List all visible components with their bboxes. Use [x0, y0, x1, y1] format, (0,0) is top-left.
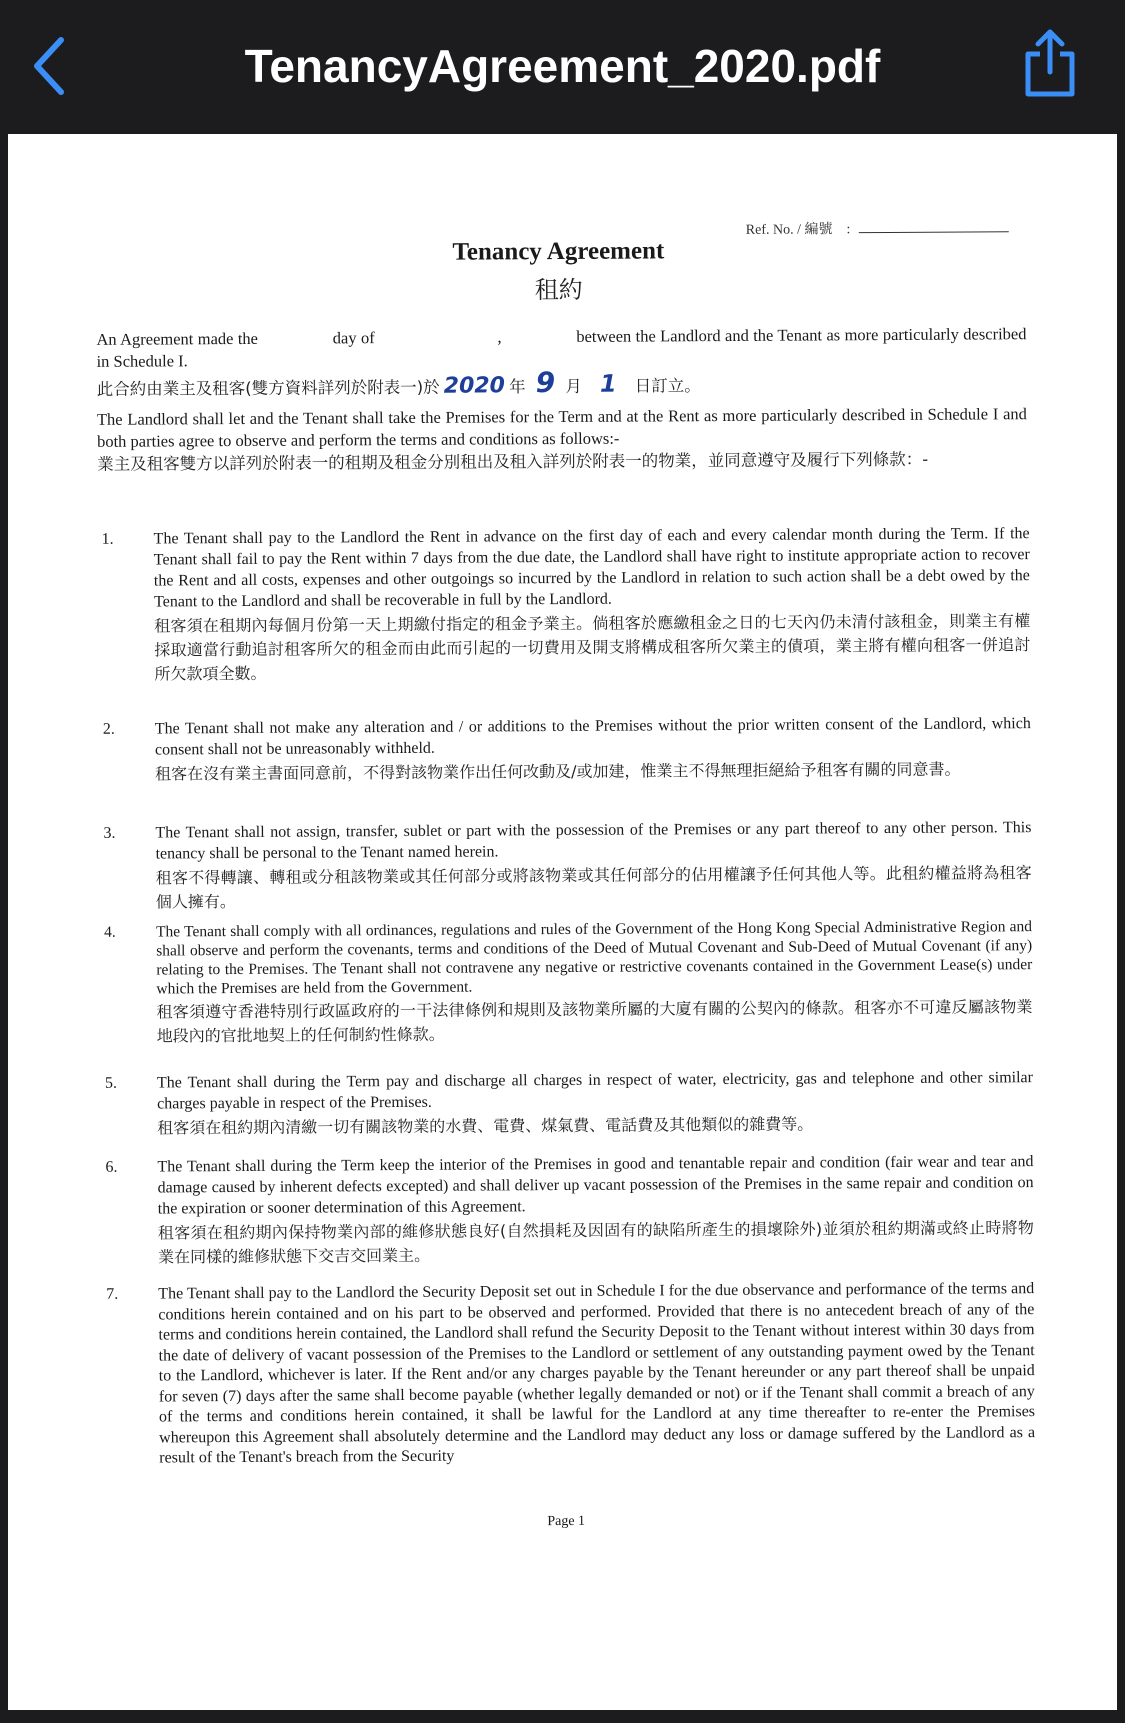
- clause-text-zh: 租客須在租期內每個月份第一天上期繳付指定的租金予業主。倘租客於應繳租金之日的七天內仍未清付該租金，則業主有權採取適當行動追討租客所欠的租金而由此而引起的一切費用及開支將構成租客所欠業主的債項，業主將有權向租客一併追討所欠款項全數。: [154, 611, 1031, 684]
- clause-text-zh: 租客不得轉讓、轉租或分租該物業或其任何部分或將該物業或其任何部分的佔用權讓予任何其他人等。此租約權益將為租客個人擁有。: [155, 863, 1032, 912]
- clause-number: 5.: [104, 1074, 118, 1092]
- premises-paragraph: [97, 403, 1027, 477]
- clause-text-en: The Tenant shall during the Term pay and discharge all charges in respect of water, electricity, gas and telephone and other similar charges payable in respect of the Premises.: [156, 1069, 1034, 1113]
- intro-text-b: day of: [332, 328, 375, 348]
- intro-zh-year: 年: [509, 377, 526, 397]
- clause-number: 3.: [103, 824, 116, 842]
- clause-6: [105, 1151, 1034, 1270]
- clause-number: 4.: [104, 923, 116, 941]
- clause-text-en: The Tenant shall comply with all ordinances, regulations and rules of the Government of the Hong Kong Special Administrative Region and shall observe and perform the covenants, terms and conditions of the Deed of Mutual Covenant and Sub-Deed of Mutual Covenant (if any) relating to the Premises. The Tenant shall not contravene any negative or restrictive covenants contained in the Government Lease(s) under which the Premises are held from the Government.: [156, 918, 1033, 998]
- clause-number: 7.: [106, 1285, 119, 1303]
- clause-3: [103, 817, 1032, 915]
- clause-number: 2.: [102, 720, 115, 738]
- intro-zh-a: 此合約由業主及租客(雙方資料詳列於附表一)於: [96, 377, 440, 399]
- premises-text-zh: 業主及租客雙方以詳列於附表一的租期及租金分別租出及租入詳列於附表一的物業，並同意遵守及履行下列條款：-: [97, 449, 929, 474]
- clause-text-zh: 租客在沒有業主書面同意前，不得對該物業作出任何改動及/或加建，惟業主不得無理拒絕給予租客有關的同意書。: [155, 759, 961, 784]
- clause-text-en: The Tenant shall during the Term keep the interior of the Premises in good and tenantable repair and condition (fair wear and tear and damage caused by inherent defects excepted) and shall deliver up vacant possession of the Premises in the same repair and condition on the expiration or sooner determination of this Agreement.: [157, 1153, 1034, 1218]
- intro-zh-month: 月: [565, 376, 582, 396]
- share-button[interactable]: [1015, 24, 1085, 104]
- chevron-left-icon: [31, 36, 67, 96]
- clause-text-zh: 租客須遵守香港特別行政區政府的一干法律條例和規則及該物業所屬的大廈有關的公契內的條款。租客亦不可違反屬該物業地段內的官批地契上的任何制約性條款。: [156, 997, 1033, 1046]
- back-button[interactable]: [24, 30, 74, 102]
- clause-number: 1.: [101, 530, 114, 548]
- clause-text-zh: 租客須在租約期內清繳一切有關該物業的水費、電費、煤氣費、電話費及其他類似的雜費等。: [157, 1114, 814, 1138]
- intro-text-a: An Agreement made the: [96, 328, 259, 349]
- pdf-page[interactable]: [8, 134, 1117, 1710]
- handwritten-month: 9: [535, 366, 556, 400]
- clause-text-en: The Tenant shall pay to the Landlord the Security Deposit set out in Schedule I for the due observance and performance of the terms and conditions herein contained and on his part to be observed and performed. Provided that there is no antecedent breach of any of the terms and conditions herein contained, the Landlord shall refund the Security Deposit to the Tenant without interest within 30 days from the date of delivery of vacant possession of the Premises to the Landlord or settlement of any outstanding payment owed by the Tenant to the Landlord, whichever is later. If the Rent and/or any charges payable by the Tenant hereunder or any part thereof shall be unpaid for seven (7) days after the same shall become payable (whether legally demanded or not) or if the Tenant shall commit a breach of any of the terms and conditions herein contained, it shall be lawful for the Landlord at any time thereafter to re-enter the Premises whereupon this Agreement shall absolutely determine and the Landlord may deduct any loss or damage suffered by the Landlord as a result of the Tenant's breach from the Security: [158, 1280, 1036, 1467]
- intro-text-c: ,: [497, 327, 502, 347]
- share-icon: [1020, 28, 1080, 100]
- agreement-title-en: Tenancy Agreement: [452, 237, 665, 266]
- reference-blank: [858, 219, 1008, 233]
- clause-2: [103, 713, 1031, 787]
- intro-text-d: between the Landlord and the Tenant as more particularly described in Schedule I.: [96, 324, 1027, 371]
- intro-paragraph: [96, 323, 1026, 401]
- agreement-title-zh: 租約: [534, 275, 583, 305]
- document-title: TenancyAgreement_2020.pdf: [244, 40, 881, 92]
- document-content: [8, 134, 1117, 1710]
- premises-text-en: The Landlord shall let and the Tenant shall take the Premises for the Term and at the Rent as more particularly described in Schedule I and both parties agree to observe and perform the terms and conditions as follows:-: [96, 404, 1027, 451]
- clause-7: [106, 1279, 1035, 1469]
- clause-1: [102, 523, 1031, 687]
- clause-text-zh: 租客須在租約期內保持物業內部的維修狀態良好(自然損耗及因固有的缺陷所產生的損壞除外)並須於租約期滿或終止時將物業在同樣的維修狀態下交吉交回業主。: [157, 1218, 1034, 1267]
- clause-number: 6.: [105, 1158, 118, 1176]
- intro-zh-day: 日訂立。: [634, 376, 701, 396]
- clause-text-en: The Tenant shall pay to the Landlord the Rent in advance on the first day of each and every calendar month during the Term. If the Tenant shall fail to pay the Rent within 7 days from the due date, the Landlord shall have right to institute appropriate action to recover the Rent and all costs, expenses and other outgoings so incurred by the Landlord in relation to such action shall be a debt owed by the Tenant to the Landlord and shall be recoverable in full by the Landlord.: [153, 525, 1030, 611]
- clause-5: [105, 1067, 1033, 1141]
- clause-text-en: The Tenant shall not assign, transfer, sublet or part with the possession of the Premises or any part thereof to any other person. This tenancy shall be personal to the Tenant named herein.: [155, 819, 1032, 863]
- clause-text-en: The Tenant shall not make any alteration and / or additions to the Premises without the prior written consent of the Landlord, which consent shall not be unreasonably withheld.: [154, 715, 1031, 759]
- page-number: Page 1: [547, 1513, 586, 1530]
- navigation-bar: [0, 0, 1125, 134]
- clause-4: [104, 917, 1033, 1049]
- handwritten-day: 1: [599, 369, 617, 398]
- handwritten-year: 2020: [443, 373, 506, 399]
- reference-label: Ref. No. / 編號 :: [745, 222, 851, 238]
